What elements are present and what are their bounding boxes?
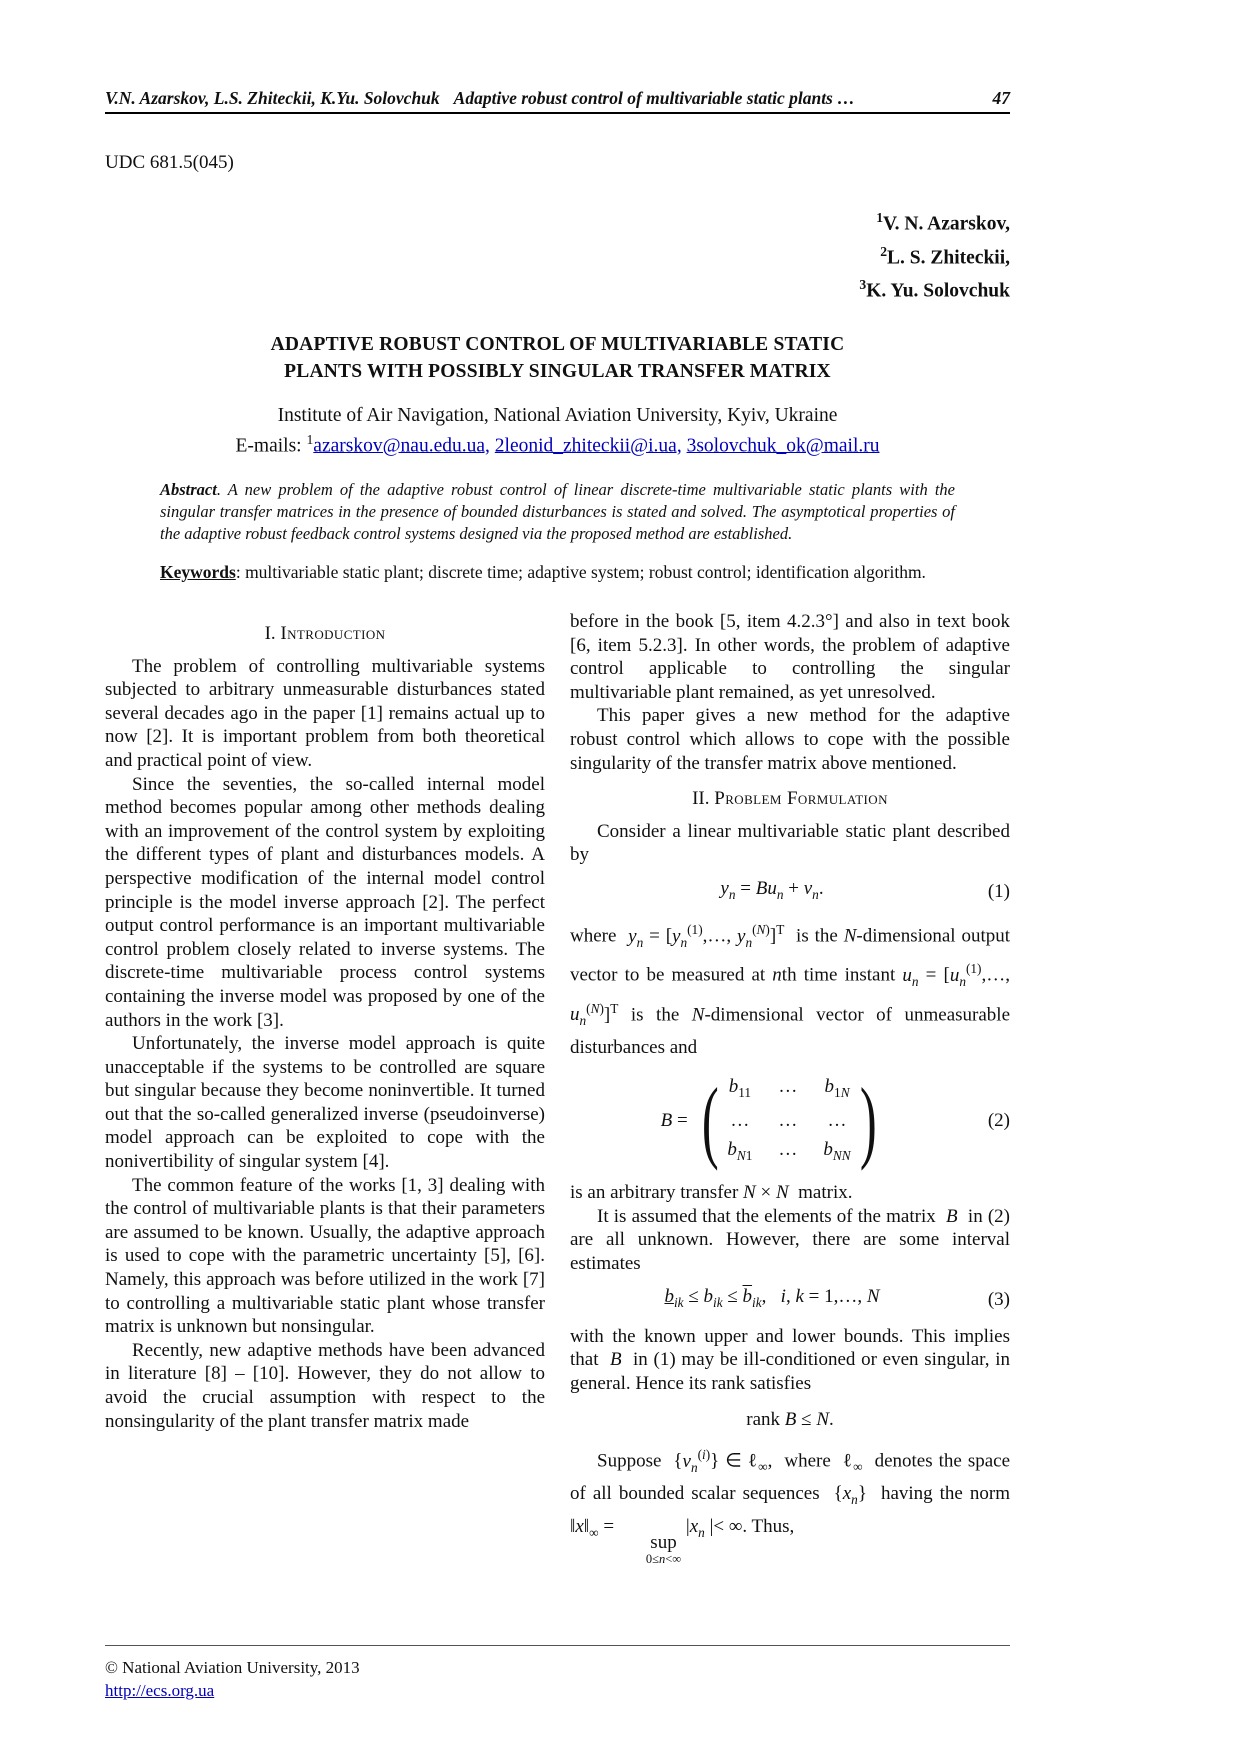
matrix-cell: … — [778, 1075, 798, 1097]
matrix-cells — [725, 1075, 852, 1167]
matrix-cell: $b_{NN}$ — [823, 1138, 851, 1163]
section-title: Problem Formulation — [714, 788, 888, 810]
two-column-body — [105, 610, 1010, 1566]
footer — [105, 1645, 1010, 1702]
abstract — [160, 479, 955, 545]
section-title: Introduction — [280, 623, 386, 644]
intro-paragraph-5: Recently, new adaptive methods have been advanced in literature [8] – [10]. However, they do not allow to avoid the crucial assumption with respect to the nonsingularity of the plant transfer matrix made — [105, 1339, 545, 1432]
email-link-3[interactable]: 3solovchuk_ok@mail.ru — [686, 435, 880, 456]
equation-1 — [570, 877, 1010, 906]
intro-paragraph-7: This paper gives a new method for the adaptive robust control which allows to cope with the possible singularity of the transfer matrix above mentioned. — [570, 705, 1010, 774]
matrix-cell: $b_{11}$ — [728, 1075, 752, 1100]
equation-2 — [570, 1069, 1010, 1172]
page-number: 47 — [992, 88, 1010, 108]
abstract-label: Abstract — [160, 480, 217, 499]
intro-paragraph-3: Unfortunately, the inverse model approach is quite unacceptable if the systems to be controlled are square but singular because they become noninvertible. It turned out that the so-called generalized inverse (pseudoinverse) model approach can be exploited to cope with the nonivertibility of singular system [4]. — [105, 1033, 545, 1173]
section-number: I. — [264, 623, 276, 644]
abstract-text: . A new problem of the adaptive robust control of linear discrete-time multivariable static plants with the singular transfer matrices in the presence of bounded disturbances is stated and solved. The asymptotical properties of the adaptive robust feedback control systems designed via the proposed method are established. — [160, 480, 955, 543]
author-line-1 — [105, 204, 1010, 238]
running-title-authors: V.N. Azarskov, L.S. Zhiteckii, K.Yu. Solovchuk — [105, 88, 440, 108]
equation-3 — [570, 1285, 1010, 1314]
matrix-lhs: B = — [660, 1110, 688, 1132]
left-column — [105, 610, 545, 1566]
equation-1-number: (1) — [987, 880, 1010, 902]
emails-line — [105, 432, 1010, 458]
matrix-cell: $b_{1N}$ — [824, 1075, 850, 1100]
keywords — [105, 561, 955, 584]
intro-paragraph-6-continuation: before in the book [5, item 4.2.3°] and also in text book [6, item 5.2.3]. In other words, the problem of adaptive control applicable to controlling the singular multivariable plant remained, as yet unresolved. — [570, 611, 1010, 703]
author-affil-mark-1: 1 — [876, 210, 884, 225]
footer-link[interactable]: http://ecs.org.ua — [105, 1681, 215, 1700]
matrix-left-paren: ( — [701, 1069, 719, 1172]
authors-block — [105, 204, 1010, 305]
author-name-3: K. Yu. Solovchuk — [866, 280, 1010, 302]
author-line-3 — [105, 271, 1010, 305]
transfer-matrix — [660, 1069, 884, 1172]
equation-3-number: (3) — [987, 1289, 1010, 1311]
equation-2-number: (2) — [987, 1110, 1010, 1132]
problem-paragraph-3: is an arbitrary transfer N × N matrix. — [570, 1182, 853, 1204]
rank-expression: rank B ≤ N. — [746, 1408, 834, 1430]
equation-2-body — [570, 1069, 974, 1172]
keywords-label: Keywords — [160, 562, 236, 582]
emails-label: E-mails: — [235, 435, 302, 456]
right-column — [570, 610, 1010, 1566]
author-affil-mark-3: 3 — [859, 277, 867, 292]
problem-paragraph-4: It is assumed that the elements of the matrix B in (2) are all unknown. However, there are some interval estimates — [570, 1205, 1010, 1274]
email-sup-1: 1 — [306, 431, 314, 447]
problem-paragraph-5: with the known upper and lower bounds. This implies that B in (1) may be ill-conditioned or even singular, in general. Hence its rank satisfies — [570, 1325, 1010, 1395]
paper-title-line-1: ADAPTIVE ROBUST CONTROL OF MULTIVARIABLE STATIC — [270, 333, 845, 355]
author-line-2 — [105, 238, 1010, 272]
copyright-line: © National Aviation University, 2013 — [105, 1658, 360, 1677]
author-affil-mark-2: 2 — [880, 243, 888, 259]
intro-paragraph-1: The problem of controlling multivariable systems subjected to arbitrary unmeasurable disturbances stated several decades ago in the paper [1] remains actual up to now [2]. It is important problem from both theoretical and practical point of view. — [105, 655, 545, 771]
intro-paragraph-2: Since the seventies, the so-called internal model method becomes popular among other methods dealing with an improvement of the control system by exploiting the different types of plant and disturbances models. A perspective modification of the internal model control principle is the model inverse approach [2]. The perfect output control performance is an important multivariable control problem closely related to inverse systems. The discrete-time multivariable process control systems containing the inverse model was proposed by one of the authors in the work [3]. — [105, 773, 545, 1031]
running-title — [105, 88, 855, 109]
section-number: II. — [692, 788, 710, 810]
section-heading-problem-formulation — [570, 787, 1010, 811]
matrix-cell: … — [778, 1138, 798, 1160]
problem-paragraph-6: Suppose $\{v_n^{(i)}\}$ ∈ ℓ$_\infty$, where ℓ$_\infty$ denotes the space of all bounded scalar sequences $\{x_n\}$ having the norm $‖x‖_\infty$ = sup 0≤n<∞ $|x_n$ |< ∞. Thus, — [570, 1447, 1011, 1567]
equation-3-body: $b_{ik} \le b_{ik} \le \overline{b}_{ik}$, i, k = 1,…, N — [664, 1286, 880, 1311]
paper-title — [105, 331, 1010, 385]
affiliation: Institute of Air Navigation, National Aviation University, Kyiv, Ukraine — [277, 404, 838, 426]
footer-rule — [105, 1645, 1010, 1646]
udc-code: UDC 681.5(045) — [105, 152, 234, 173]
problem-paragraph-1: Consider a linear multivariable static plant described by — [570, 820, 1010, 866]
section-heading-introduction — [105, 622, 545, 646]
equation-1-body: $y_n = Bu_n + v_n$. — [720, 877, 824, 902]
problem-paragraph-2: where $y_n$ = [$y_n^{(1)},\dots$, $y_n^{(N)}]^T$ is the N-dimensional output vector to be measured at nth time instant $u_n$ = [$u_n^{(1)},\dots$, $u_n^{(N)}]^T$ is the N-dimensional vector of unmeasurable disturbances and — [570, 922, 1011, 1058]
email-link-1[interactable]: azarskov@nau.edu.ua, — [313, 435, 490, 456]
paper-title-line-2: PLANTS WITH POSSIBLY SINGULAR TRANSFER MATRIX — [284, 360, 831, 382]
matrix-cell: $b_{N1}$ — [727, 1138, 753, 1163]
running-header — [105, 88, 1010, 114]
author-name-2: L. S. Zhiteckii, — [887, 247, 1010, 268]
matrix-cell: … — [778, 1110, 798, 1132]
keywords-text: : multivariable static plant; discrete time; adaptive system; robust control; identification algorithm. — [235, 562, 926, 582]
matrix-cell: … — [730, 1110, 750, 1132]
author-name-1: V. N. Azarskov, — [883, 213, 1010, 235]
matrix-cell: … — [827, 1110, 847, 1132]
running-title-text: Adaptive robust control of multivariable static plants … — [453, 88, 855, 108]
matrix-right-paren: ) — [859, 1069, 877, 1172]
email-link-2[interactable]: 2leonid_zhiteckii@i.ua, — [494, 435, 682, 456]
intro-paragraph-4: The common feature of the works [1, 3] dealing with the control of multivariable plants is that their parameters are assumed to be known. Usually, the adaptive approach is used to cope with the parametric uncertainty [5], [6]. Namely, this approach was before utilized in the work [7] to controlling a multivariable static plant whose transfer matrix is unknown but nonsingular. — [105, 1174, 545, 1338]
